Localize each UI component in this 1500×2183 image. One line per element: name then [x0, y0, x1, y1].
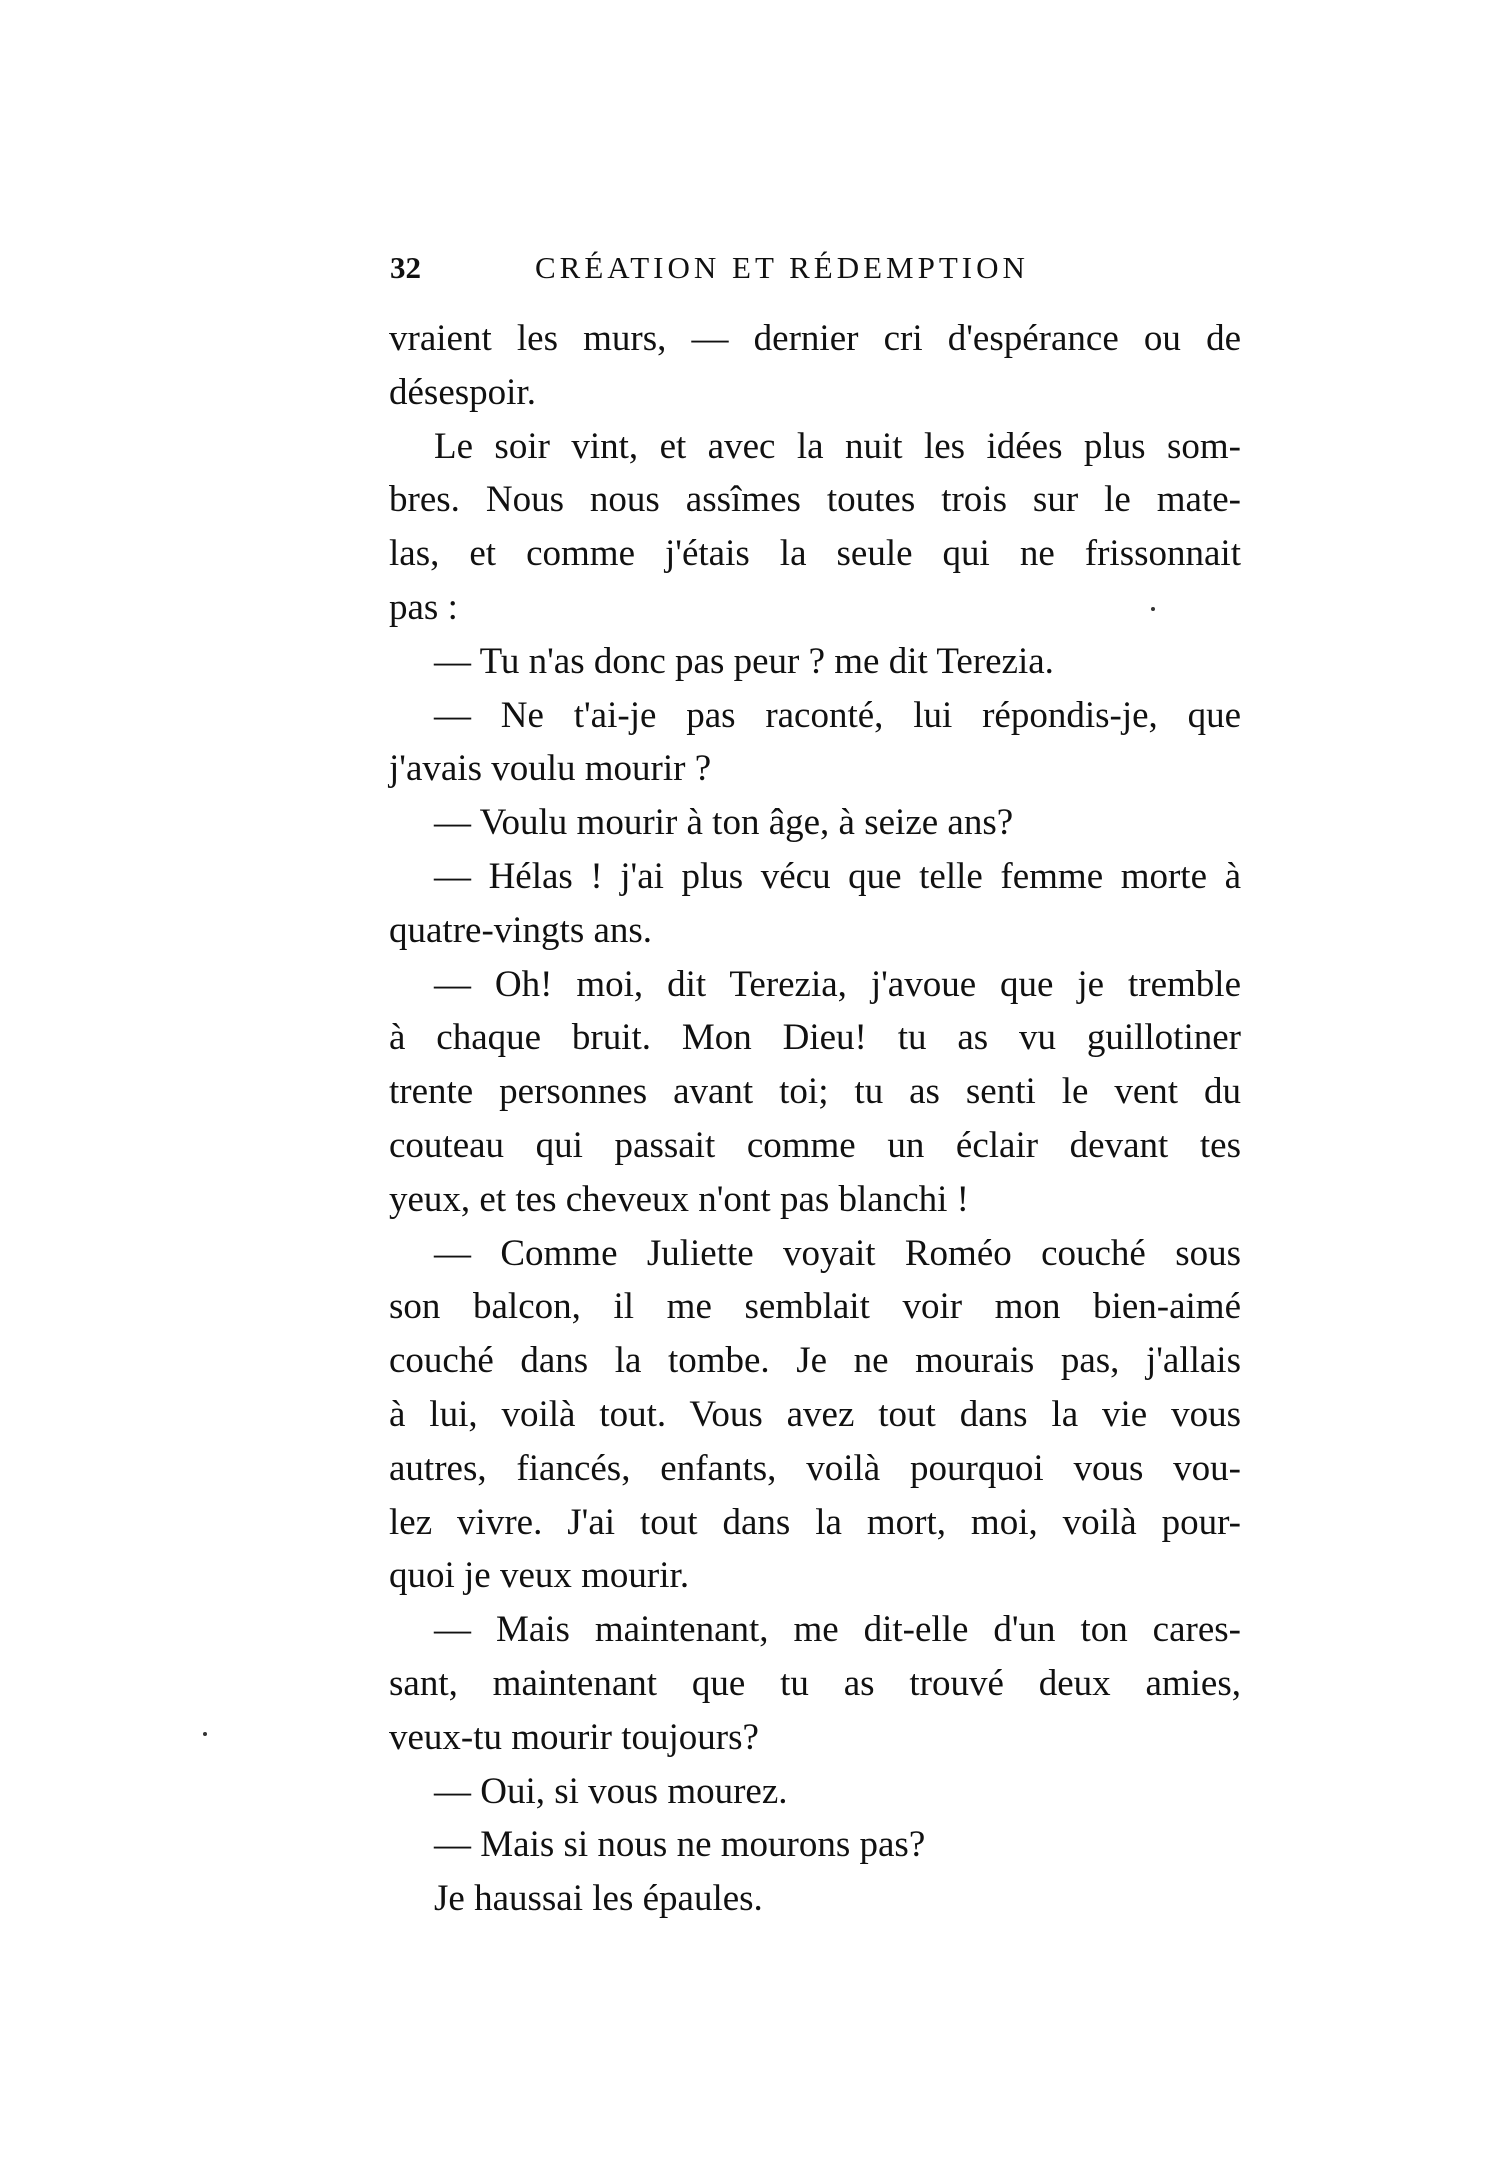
text-line: à lui, voilà tout. Vous avez tout dans la vie vous	[389, 1393, 1241, 1435]
text-line: à chaque bruit. Mon Dieu! tu as vu guillotiner	[389, 1017, 1241, 1059]
text-line: autres, fiancés, enfants, voilà pourquoi vous vou-	[389, 1447, 1241, 1489]
text-line: yeux, et tes cheveux n'ont pas blanchi !	[389, 1178, 969, 1220]
text-line: couteau qui passait comme un éclair devant tes	[389, 1124, 1241, 1166]
text-line: — Oh! moi, dit Terezia, j'avoue que je tremble	[434, 963, 1241, 1005]
text-line: bres. Nous nous assîmes toutes trois sur le mate-	[389, 479, 1241, 521]
text-line: vraient les murs, — dernier cri d'espérance ou de	[389, 318, 1241, 359]
running-header	[390, 250, 1110, 294]
text-line: j'avais voulu mourir ?	[389, 748, 712, 790]
text-line: couché dans la tombe. Je ne mourais pas, j'allais	[389, 1340, 1241, 1382]
text-line: Le soir vint, et avec la nuit les idées plus som-	[434, 425, 1241, 467]
text-line: — Oui, si vous mourez.	[434, 1770, 788, 1812]
page-body-text	[389, 312, 1241, 1926]
text-line: — Mais si nous ne mourons pas?	[434, 1824, 926, 1866]
page-number: 32	[390, 250, 421, 285]
text-line: sant, maintenant que tu as trouvé deux amies,	[389, 1662, 1241, 1704]
text-line: las, et comme j'étais la seule qui ne frissonnait	[389, 533, 1241, 575]
text-line: lez vivre. J'ai tout dans la mort, moi, voilà pour-	[389, 1501, 1241, 1543]
text-line: trente personnes avant toi; tu as senti le vent du	[389, 1071, 1241, 1113]
text-line: — Voulu mourir à ton âge, à seize ans?	[434, 802, 1014, 844]
text-line: Je haussai les épaules.	[434, 1878, 763, 1920]
text-line: — Hélas ! j'ai plus vécu que telle femme morte à	[434, 855, 1241, 897]
text-line: — Ne t'ai-je pas raconté, lui répondis-je, que	[434, 694, 1241, 736]
running-title: CRÉATION ET RÉDEMPTION	[535, 250, 1029, 285]
scan-speck	[1151, 607, 1155, 611]
text-line: pas :	[389, 586, 458, 628]
text-line: — Comme Juliette voyait Roméo couché sous	[434, 1232, 1241, 1274]
text-line: désespoir.	[389, 371, 536, 413]
text-line: veux-tu mourir toujours?	[389, 1716, 759, 1758]
text-line: quoi je veux mourir.	[389, 1555, 690, 1597]
text-line: — Mais maintenant, me dit-elle d'un ton cares-	[434, 1609, 1241, 1651]
scan-speck	[203, 1732, 207, 1736]
text-line: son balcon, il me semblait voir mon bien-aimé	[389, 1286, 1241, 1328]
text-line: — Tu n'as donc pas peur ? me dit Terezia.	[434, 640, 1054, 682]
text-line: quatre-vingts ans.	[389, 909, 653, 951]
